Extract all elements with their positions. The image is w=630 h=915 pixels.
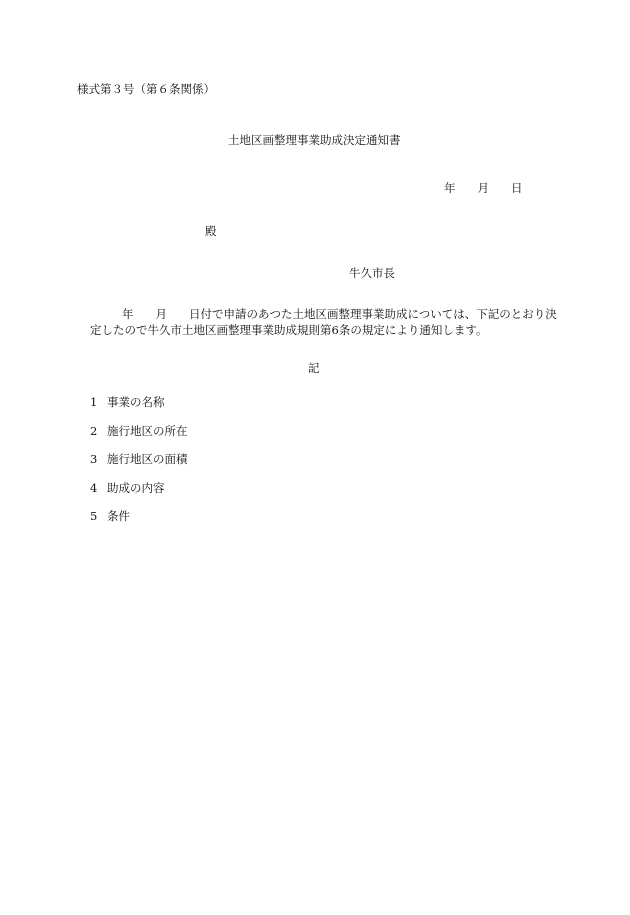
ki-heading: 記 — [308, 361, 320, 375]
item-label: 助成の内容 — [107, 480, 165, 495]
recipient-honorific: 殿 — [205, 224, 217, 238]
item-list — [90, 395, 188, 538]
sender-name: 牛久市長 — [349, 266, 395, 280]
list-item — [90, 395, 188, 424]
item-number: 4 — [90, 480, 98, 495]
item-label: 事業の名称 — [107, 395, 165, 409]
item-number: 3 — [90, 452, 98, 467]
date-day: 日 — [511, 181, 523, 195]
list-item — [90, 481, 188, 510]
body-paragraph — [90, 306, 560, 338]
list-item — [90, 509, 188, 538]
item-label: 条件 — [107, 509, 130, 524]
list-item — [90, 452, 188, 481]
body-text: 日付で申請のあつた土地区画整理事業助成については、下記のとおり決定したので牛久市土地区画整理事業助成規則第6条の規定により通知します。 — [90, 307, 557, 337]
date-month: 月 — [477, 181, 489, 195]
item-label: 施行地区の所在 — [107, 423, 188, 438]
form-number: 様式第３号（第６条関係） — [77, 82, 215, 96]
document-title: 土地区画整理事業助成決定通知書 — [228, 133, 401, 147]
item-number: 1 — [90, 395, 98, 409]
item-number: 5 — [90, 509, 98, 524]
date-line — [444, 181, 523, 195]
item-label: 施行地区の面積 — [107, 452, 188, 467]
body-month: 月 — [155, 307, 167, 321]
list-item — [90, 424, 188, 453]
item-number: 2 — [90, 423, 98, 438]
date-year: 年 — [444, 181, 456, 195]
body-year: 年 — [122, 307, 134, 321]
